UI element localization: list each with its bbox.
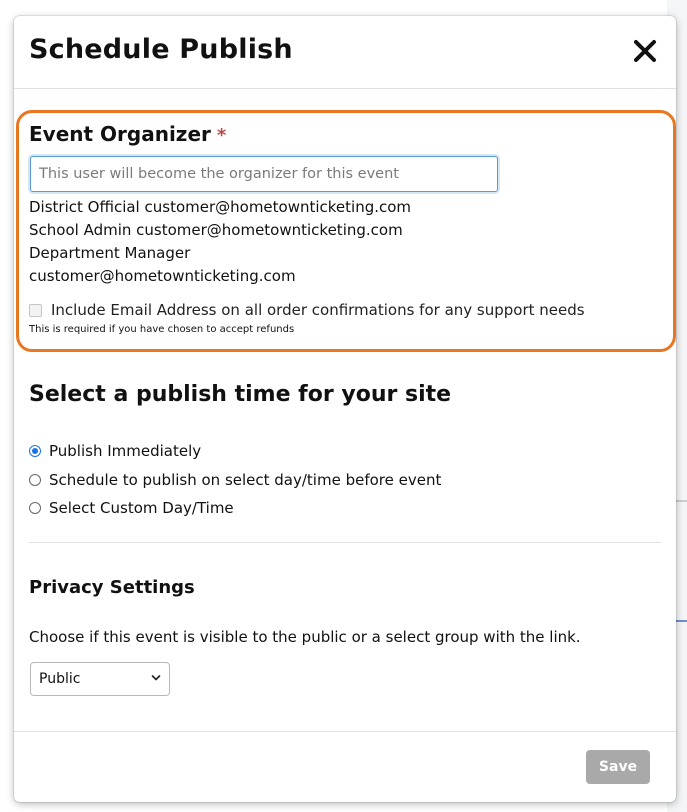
radio-label: Publish Immediately xyxy=(49,442,202,460)
chevron-down-icon xyxy=(151,673,161,683)
close-icon[interactable] xyxy=(632,38,658,64)
radio-label: Select Custom Day/Time xyxy=(49,499,234,517)
event-organizer-label-text: Event Organizer xyxy=(29,122,211,146)
include-email-checkbox-label: Include Email Address on all order confirmations for any support needs xyxy=(51,301,585,319)
radio-schedule-before-event[interactable] xyxy=(29,471,441,489)
required-asterisk-icon: * xyxy=(216,125,227,146)
include-email-checkbox-row[interactable] xyxy=(29,301,585,319)
privacy-description: Choose if this event is visible to the public or a select group with the link. xyxy=(29,628,581,646)
include-email-checkbox[interactable] xyxy=(29,304,42,317)
radio-button[interactable] xyxy=(29,502,41,514)
organizer-line: District Official customer@hometownticketing.com xyxy=(29,198,412,216)
save-button[interactable]: Save xyxy=(586,750,650,784)
radio-label: Schedule to publish on select day/time before event xyxy=(49,471,442,489)
radio-button[interactable] xyxy=(29,474,41,486)
include-email-note: This is required if you have chosen to accept refunds xyxy=(29,324,295,335)
privacy-select[interactable] xyxy=(30,662,170,696)
radio-publish-immediately[interactable] xyxy=(29,442,201,460)
schedule-publish-modal xyxy=(14,16,676,802)
organizer-details xyxy=(29,196,411,288)
organizer-line: customer@hometownticketing.com xyxy=(29,267,296,285)
privacy-select-value: Public xyxy=(39,671,81,687)
modal-title: Schedule Publish xyxy=(29,34,293,65)
radio-custom-day-time[interactable] xyxy=(29,499,234,517)
modal-header xyxy=(14,16,676,89)
organizer-line: Department Manager xyxy=(29,244,191,262)
radio-button[interactable] xyxy=(29,445,41,457)
event-organizer-label xyxy=(29,122,226,146)
section-divider xyxy=(29,542,661,543)
organizer-line: School Admin customer@hometownticketing.com xyxy=(29,221,403,239)
privacy-settings-heading: Privacy Settings xyxy=(29,577,195,598)
modal-footer-divider xyxy=(14,731,676,732)
organizer-search-input[interactable] xyxy=(30,156,498,192)
publish-time-heading: Select a publish time for your site xyxy=(29,382,452,407)
